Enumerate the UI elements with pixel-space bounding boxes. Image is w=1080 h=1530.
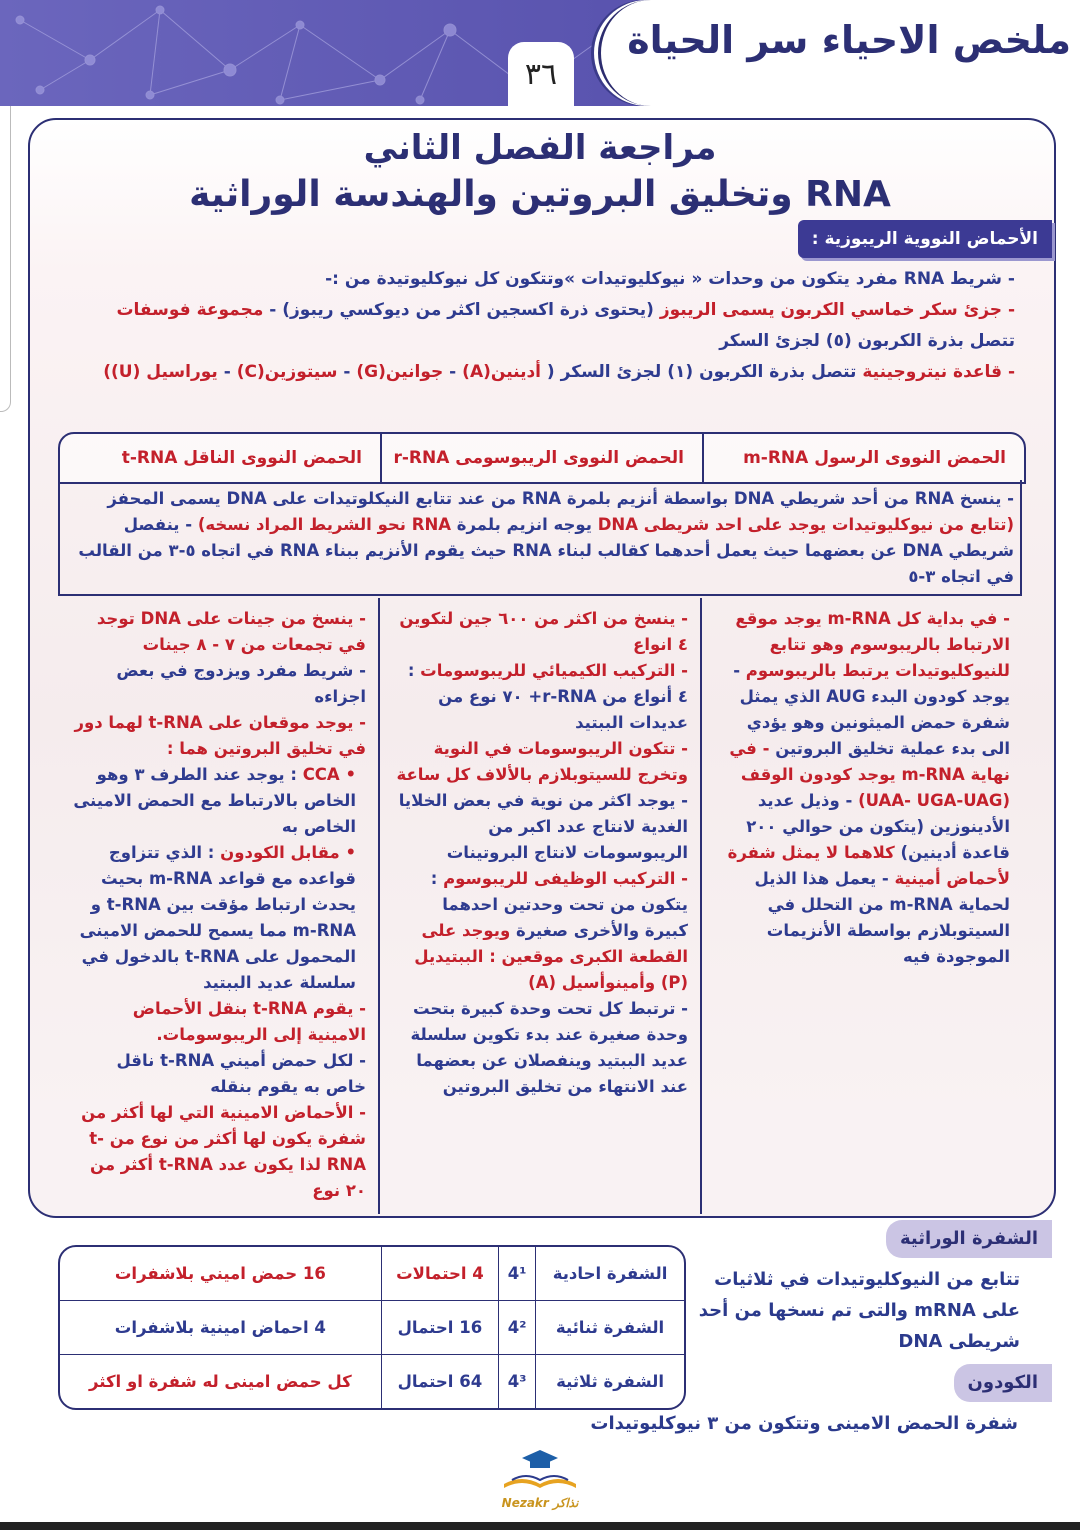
list-item bbox=[72, 762, 366, 840]
text-segment: : ٤ أنواع من r-RNA+ ٧٠ نوع من عديدات الببتيد bbox=[407, 661, 688, 732]
book-title: ملخص الاحياء سر الحياة bbox=[627, 18, 1071, 62]
logo-text: Nezakr نذاكر bbox=[501, 1496, 579, 1510]
text-segment: - bbox=[337, 362, 357, 382]
text-segment: - يوجد اكثر من نوية في بعض الخلايا الغدية لانتاج عدد اكبر من الريبوسومات لانتاج البروتينات bbox=[398, 791, 688, 862]
text-segment: يوراسيل (U)) bbox=[103, 362, 218, 382]
cell-code-type: الشفرة احادية bbox=[536, 1247, 684, 1300]
cell-code-type: الشفرة ثلاثية bbox=[536, 1355, 684, 1408]
cell-power: 4² bbox=[499, 1300, 536, 1354]
page-number: ٣٦ bbox=[508, 42, 574, 106]
paragraph bbox=[80, 264, 1015, 295]
transcription-row bbox=[58, 480, 1022, 596]
section-label-codon: الكودون bbox=[954, 1364, 1052, 1402]
text-segment: - التركيب الكيميائي للريبوسومات bbox=[420, 661, 688, 680]
text-segment: : الذي تتزاوج قواعده مع قواعد m-RNA بحيث يحدث ارتباط مؤقت بين t-RNA و m-RNA مما يسمح للحمض الامينى المحمول على t-RNA بالدخول في سلسلة عديد الببتيد bbox=[79, 843, 356, 992]
text-segment: - ينسخ من اكثر من ٦٠٠ جين لتكوين ٤ انواع bbox=[399, 609, 688, 654]
text-segment: جوانين(G) bbox=[356, 362, 444, 382]
text-segment: تتصل بذرة الكربون (٥) لجزئ السكر bbox=[719, 331, 1015, 351]
text-segment: مجموعة فوسفات bbox=[116, 300, 264, 320]
logo bbox=[488, 1448, 592, 1518]
paragraph bbox=[80, 357, 1015, 388]
page-bottom-border bbox=[0, 1522, 1080, 1530]
list-item bbox=[394, 658, 688, 736]
list-item bbox=[72, 840, 366, 996]
cell-result: 4 احماض امينية بلاشفرات bbox=[60, 1300, 381, 1354]
text-segment: أدينين(A) bbox=[462, 362, 542, 382]
genetic-code-definition: تتابع من النيوكليوتيدات في ثلاثيات على mRNA والتى تم نسخها من أحد شريطى DNA bbox=[698, 1269, 1020, 1352]
text-segment: - bbox=[217, 362, 237, 382]
section-label-rna: الأحماض النووية الريبوزية : bbox=[798, 220, 1052, 258]
cell-power: 4³ bbox=[499, 1355, 536, 1408]
text-segment: - شريط مفرد ويزدوج في بعض اجزاءه bbox=[116, 661, 366, 706]
text-segment: - يعمل هذا الذيل لحماية m-RNA من التحلل في السيتوبلازم بواسطة الأنزيمات الموجودة فيه bbox=[754, 869, 1010, 966]
graduation-cap-book-icon bbox=[500, 1448, 580, 1492]
cell-result: 16 حمض اميني بلاشفرات bbox=[60, 1247, 381, 1300]
text-segment: تتصل بذرة الكربون (١) لجزئ السكر ( bbox=[541, 362, 857, 382]
paragraph bbox=[80, 295, 1015, 357]
rna-types-header bbox=[58, 432, 1026, 484]
text-segment: - ينسخ من جينات على DNA توجد في تجمعات من ٧ - ٨ جينات bbox=[96, 609, 366, 654]
cell-possibilities: 4 احتمالات bbox=[381, 1247, 498, 1300]
text-segment: - تتكون الريبوسومات في النوية وتخرج للسيتوبلازم بالألاف كل ساعة bbox=[396, 739, 688, 784]
list-item bbox=[394, 996, 688, 1100]
header-rrna: الحمض النووى الريبوسومى r-RNA bbox=[380, 434, 702, 482]
text-segment: - ترتبط كل تحت وحدة كبيرة بتحت وحدة صغيرة عند بدء تكوين سلسلة عديد الببتيد وينفصلان عن بعضهما عند الانتهاء من تخليق البروتين bbox=[410, 999, 688, 1096]
text-segment: - في بداية كل m-RNA يوجد موقع الارتباط بالريبوسوم وهو تتابع للنيوكليوتيدات يرتبط بالريبوسوم bbox=[735, 609, 1010, 680]
text-segment: - شريط RNA مفرد يتكون من وحدات « نيوكليوتيدات »وتتكون كل نيوكليوتيدة من :- bbox=[325, 269, 1015, 289]
text-segment: - ينسخ RNA من أحد شريطي DNA بواسطة أنزيم بلمرة RNA من عند تتابع النيكلوتيدات على DNA يسمى المحفز bbox=[107, 489, 1014, 508]
title-box bbox=[598, 0, 1080, 106]
chapter-title: مراجعة الفصل الثاني bbox=[363, 128, 717, 168]
text-segment: - التركيب الوظيفى للريبوسوم bbox=[443, 869, 688, 888]
cell-code-type: الشفرة ثنائية bbox=[536, 1300, 684, 1354]
table-row bbox=[60, 1300, 684, 1354]
text-segment: : يتكون من تحت وحدتين احدهما كبيرة والأخرى صغيرة bbox=[430, 869, 688, 940]
cell-power: 4¹ bbox=[499, 1247, 536, 1300]
text-segment: - الأحماض الامينية التي لها أكثر من شفرة يكون لها أكثر من نوع من t-RNA لذا يكون عدد t-RNA أكثر من ٢٠ نوع bbox=[81, 1103, 366, 1200]
text-segment: : يوجد عند الطرف ٣ وهو الخاص بالارتباط مع الحمض الامينى الخاص به bbox=[73, 765, 356, 836]
cell-result: كل حمض امينى له شفرة او اكثر bbox=[60, 1355, 381, 1408]
chapter-subtitle: RNA وتخليق البروتين والهندسة الوراثية bbox=[189, 174, 891, 215]
text-segment: - لكل حمض أميني t-RNA ناقل خاص به يقوم بنقله bbox=[116, 1051, 366, 1096]
text-segment: سيتوزين(C) bbox=[236, 362, 338, 382]
cell-possibilities: 64 احتمال bbox=[381, 1355, 498, 1408]
text-segment: - يقوم t-RNA بنقل الأحماض الامينية إلى الريبوسومات. bbox=[132, 999, 366, 1044]
table-row bbox=[60, 1247, 684, 1300]
codon-definition: شفرة الحمض الامينى وتتكون من ٣ نيوكليوتيدات bbox=[590, 1413, 1018, 1434]
text-segment: - يوجد موقعان على t-RNA لهما دور في تخليق البروتين هما : bbox=[74, 713, 366, 758]
list-item bbox=[394, 788, 688, 866]
text-segment: RNA نحو الشريط المراد نسخه) bbox=[197, 515, 452, 534]
text-segment: ويوجد على القطعة الكبرى موقعين : الببتيديل (P) وأمينوأسيل (A) bbox=[414, 921, 688, 992]
cell-possibilities: 16 احتمال bbox=[381, 1300, 498, 1354]
column-mrna bbox=[700, 598, 1022, 1214]
rna-intro bbox=[80, 264, 1015, 388]
text-segment: (يحتوى ذرة اكسجين اكثر من ديوكسي ريبوز) - bbox=[263, 300, 654, 320]
list-item bbox=[716, 606, 1010, 970]
list-item bbox=[394, 606, 688, 658]
text-segment: - ينفصل شريطي DNA عن بعضهما حيث يعمل أحدهما كقالب لبناء RNA حيث يقوم الأنزيم ببناء RNA في اتجاه ٥-٣ من القالب في اتجاه ٣-٥ bbox=[78, 515, 1014, 586]
list-item bbox=[72, 1048, 366, 1100]
table-row bbox=[60, 1355, 684, 1408]
text-segment: • CCA bbox=[302, 765, 356, 784]
text-segment: - قاعدة نيتروجينية bbox=[856, 362, 1015, 382]
text-segment: - في نهاية m-RNA يوجد كودون الوقف (UAA- UGA-UAG) bbox=[729, 739, 1010, 810]
rna-types-columns bbox=[58, 598, 1022, 1214]
text-segment: - جزئ سكر خماسي الكربون يسمى الريبوز bbox=[653, 300, 1015, 320]
list-item bbox=[72, 710, 366, 762]
list-item bbox=[72, 1100, 366, 1204]
column-trna bbox=[58, 598, 378, 1214]
list-item bbox=[72, 606, 366, 658]
header-trna: الحمض النووى الناقل t-RNA bbox=[121, 448, 362, 468]
text-segment: يوجه انزيم بلمرة bbox=[451, 515, 592, 534]
header-mrna: الحمض النووى الرسول m-RNA bbox=[702, 434, 1024, 482]
genetic-code-table bbox=[58, 1245, 686, 1410]
list-item bbox=[72, 996, 366, 1048]
text-segment: (تتابع من نيوكليوتيدات يوجد على احد شريطى DNA bbox=[591, 515, 1014, 534]
text-segment: - يوجد كودون البدء AUG الذي يمثل شفرة حمض الميثونين وهو يؤدي الى بدء عملية تخليق البروتين bbox=[733, 661, 1010, 758]
column-rrna bbox=[378, 598, 700, 1214]
list-item bbox=[72, 658, 366, 710]
list-item bbox=[394, 866, 688, 996]
list-item bbox=[394, 736, 688, 788]
section-label-genetic-code: الشفرة الوراثية bbox=[886, 1220, 1052, 1258]
text-segment: • مقابل الكودون bbox=[220, 843, 356, 862]
text-segment: كلاهما لا يمثل شفرة لأحماض أمينية bbox=[727, 843, 1010, 888]
text-segment: - وذيل عديد الأدينوزين (يتكون من حوالي ٢٠٠ قاعدة أدينين) bbox=[746, 791, 1010, 862]
text-segment: - bbox=[443, 362, 463, 382]
